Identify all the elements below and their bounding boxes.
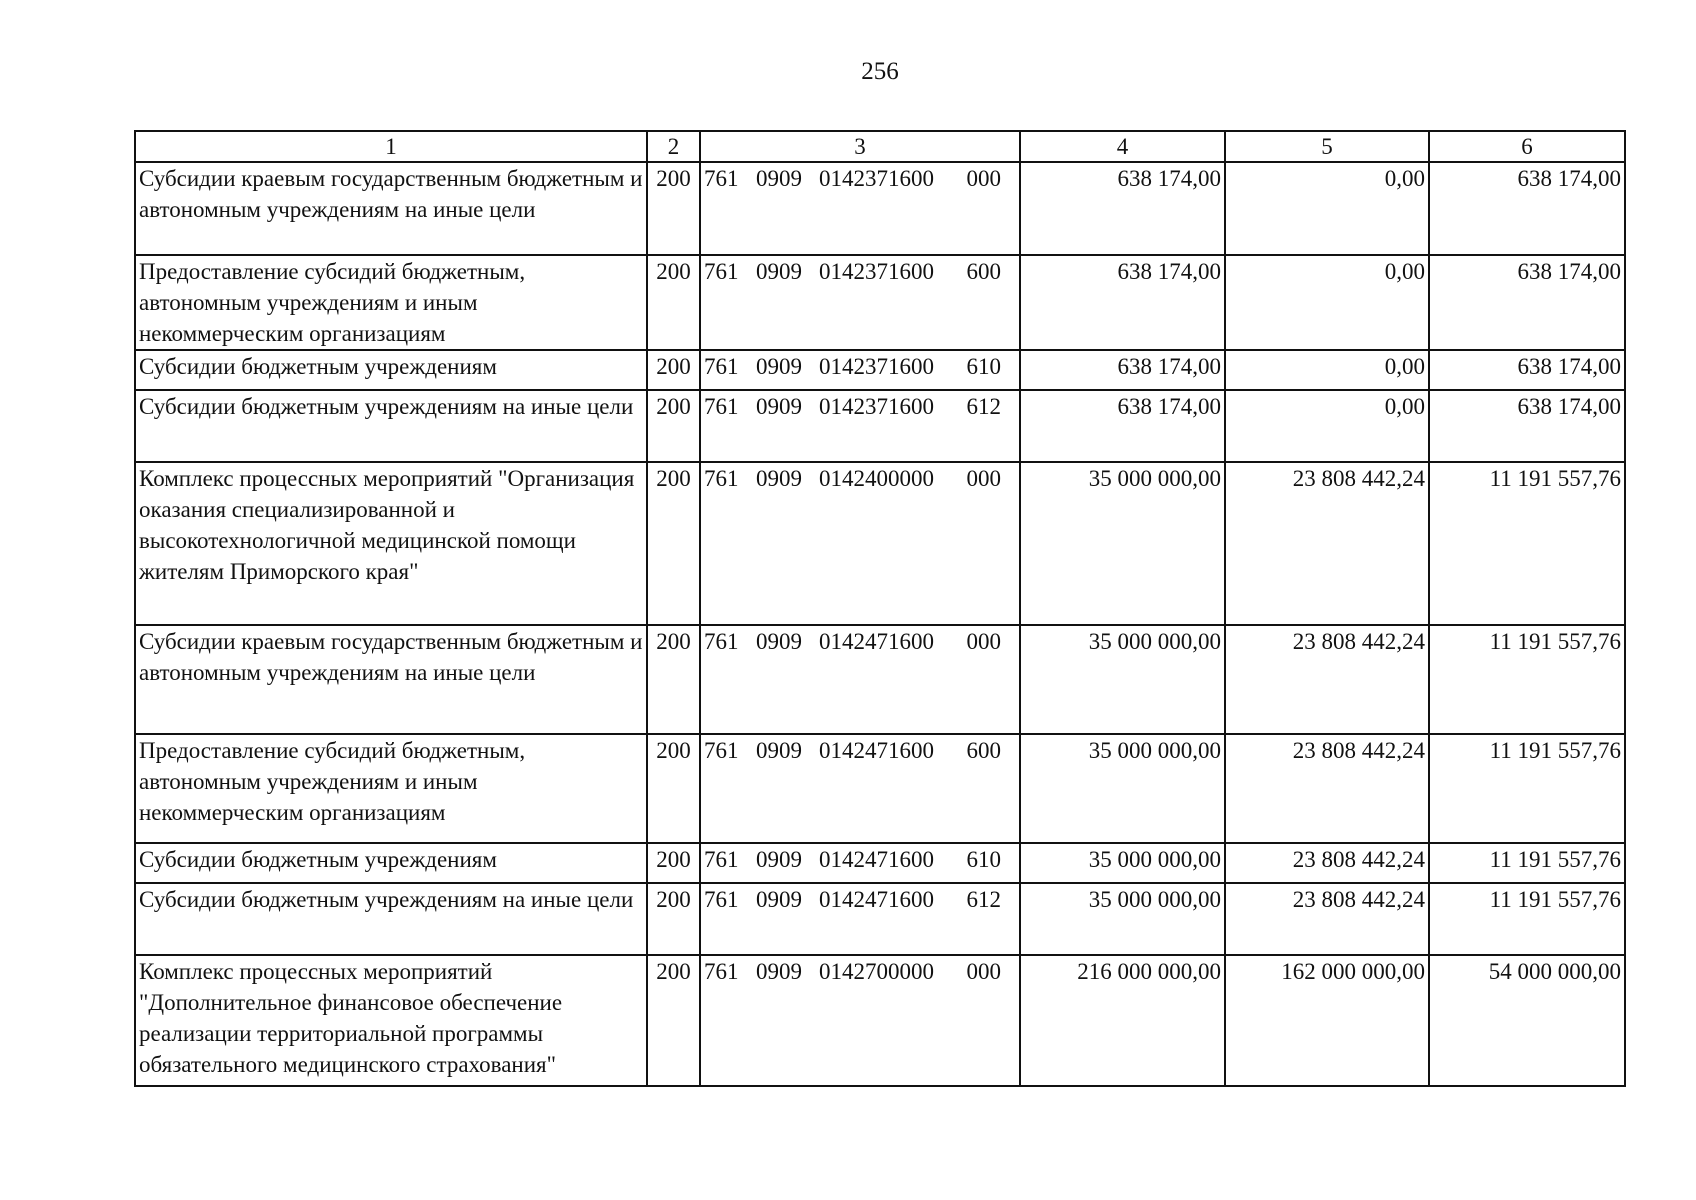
row-code-200: 200	[647, 883, 700, 955]
table-body	[135, 162, 1625, 1086]
code-target: 0142371600	[819, 259, 934, 284]
row-approved: 638 174,00	[1020, 162, 1225, 255]
table-row	[135, 350, 1625, 390]
code-section: 0909	[756, 259, 802, 284]
row-unexecuted: 11 191 557,76	[1429, 843, 1625, 883]
code-admin: 761	[704, 847, 739, 872]
row-name: Субсидии краевым государственным бюджетным и автономным учреждениям на иные цели	[135, 625, 647, 734]
code-admin: 761	[704, 738, 739, 763]
page-number: 256	[861, 58, 899, 85]
row-name: Предоставление субсидий бюджетным, автономным учреждениям и иным некоммерческим организациям	[135, 734, 647, 843]
row-codes	[700, 843, 1020, 883]
code-target: 0142471600	[819, 629, 934, 654]
row-approved: 35 000 000,00	[1020, 462, 1225, 625]
row-executed: 0,00	[1225, 162, 1429, 255]
row-codes	[700, 162, 1020, 255]
row-unexecuted: 11 191 557,76	[1429, 734, 1625, 843]
row-approved: 638 174,00	[1020, 350, 1225, 390]
row-unexecuted: 638 174,00	[1429, 390, 1625, 462]
header-col-5: 5	[1225, 131, 1429, 162]
code-target: 0142471600	[819, 738, 934, 763]
row-code-200: 200	[647, 390, 700, 462]
row-approved: 35 000 000,00	[1020, 883, 1225, 955]
row-name: Субсидии краевым государственным бюджетным и автономным учреждениям на иные цели	[135, 162, 647, 255]
row-codes	[700, 350, 1020, 390]
code-target: 0142700000	[819, 959, 934, 984]
row-code-200: 200	[647, 162, 700, 255]
table-row	[135, 843, 1625, 883]
code-type: 612	[966, 394, 1001, 419]
code-section: 0909	[756, 394, 802, 419]
row-code-200: 200	[647, 843, 700, 883]
table-row	[135, 955, 1625, 1086]
table-row	[135, 390, 1625, 462]
row-code-200: 200	[647, 350, 700, 390]
code-type: 610	[966, 354, 1001, 379]
row-name: Комплекс процессных мероприятий "Организация оказания специализированной и высокотехнологичной медицинской помощи жителям Приморского края"	[135, 462, 647, 625]
table-row	[135, 625, 1625, 734]
row-approved: 35 000 000,00	[1020, 734, 1225, 843]
row-unexecuted: 11 191 557,76	[1429, 883, 1625, 955]
row-codes	[700, 255, 1020, 350]
row-name: Субсидии бюджетным учреждениям	[135, 843, 647, 883]
row-unexecuted: 54 000 000,00	[1429, 955, 1625, 1086]
code-admin: 761	[704, 466, 739, 491]
code-admin: 761	[704, 887, 739, 912]
row-approved: 35 000 000,00	[1020, 625, 1225, 734]
row-codes	[700, 462, 1020, 625]
header-col-6: 6	[1429, 131, 1625, 162]
row-unexecuted: 638 174,00	[1429, 255, 1625, 350]
code-type: 610	[966, 847, 1001, 872]
code-section: 0909	[756, 847, 802, 872]
row-executed: 23 808 442,24	[1225, 625, 1429, 734]
table-row	[135, 162, 1625, 255]
row-name: Предоставление субсидий бюджетным, автономным учреждениям и иным некоммерческим организациям	[135, 255, 647, 350]
code-admin: 761	[704, 259, 739, 284]
budget-table	[134, 130, 1626, 1087]
code-type: 000	[966, 959, 1001, 984]
row-codes	[700, 883, 1020, 955]
code-admin: 761	[704, 354, 739, 379]
code-admin: 761	[704, 629, 739, 654]
row-executed: 0,00	[1225, 255, 1429, 350]
code-section: 0909	[756, 959, 802, 984]
code-type: 000	[966, 166, 1001, 191]
row-executed: 23 808 442,24	[1225, 734, 1429, 843]
row-code-200: 200	[647, 462, 700, 625]
code-type: 000	[966, 629, 1001, 654]
row-executed: 23 808 442,24	[1225, 883, 1429, 955]
table-row	[135, 883, 1625, 955]
table-row	[135, 255, 1625, 350]
code-admin: 761	[704, 959, 739, 984]
row-unexecuted: 638 174,00	[1429, 162, 1625, 255]
code-target: 0142371600	[819, 354, 934, 379]
code-type: 000	[966, 466, 1001, 491]
code-target: 0142371600	[819, 394, 934, 419]
code-target: 0142371600	[819, 166, 934, 191]
code-target: 0142471600	[819, 847, 934, 872]
row-code-200: 200	[647, 625, 700, 734]
row-executed: 0,00	[1225, 390, 1429, 462]
row-unexecuted: 638 174,00	[1429, 350, 1625, 390]
row-approved: 638 174,00	[1020, 390, 1225, 462]
code-section: 0909	[756, 354, 802, 379]
row-name: Комплекс процессных мероприятий "Дополнительное финансовое обеспечение реализации территориальной программы обязательного медицинского страхования"	[135, 955, 647, 1086]
header-col-1: 1	[135, 131, 647, 162]
row-codes	[700, 955, 1020, 1086]
code-admin: 761	[704, 166, 739, 191]
code-section: 0909	[756, 629, 802, 654]
row-code-200: 200	[647, 734, 700, 843]
table-row	[135, 734, 1625, 843]
code-type: 600	[966, 259, 1001, 284]
code-target: 0142471600	[819, 887, 934, 912]
code-section: 0909	[756, 466, 802, 491]
row-codes	[700, 625, 1020, 734]
row-executed: 23 808 442,24	[1225, 843, 1429, 883]
row-executed: 0,00	[1225, 350, 1429, 390]
header-col-2: 2	[647, 131, 700, 162]
row-executed: 23 808 442,24	[1225, 462, 1429, 625]
header-row	[135, 131, 1625, 162]
code-section: 0909	[756, 887, 802, 912]
row-approved: 638 174,00	[1020, 255, 1225, 350]
header-col-3: 3	[700, 131, 1020, 162]
code-admin: 761	[704, 394, 739, 419]
code-type: 612	[966, 887, 1001, 912]
row-name: Субсидии бюджетным учреждениям	[135, 350, 647, 390]
row-codes	[700, 390, 1020, 462]
row-name: Субсидии бюджетным учреждениям на иные цели	[135, 883, 647, 955]
table-header	[135, 131, 1625, 162]
row-code-200: 200	[647, 255, 700, 350]
row-code-200: 200	[647, 955, 700, 1086]
row-executed: 162 000 000,00	[1225, 955, 1429, 1086]
code-section: 0909	[756, 738, 802, 763]
table-row	[135, 462, 1625, 625]
code-section: 0909	[756, 166, 802, 191]
code-target: 0142400000	[819, 466, 934, 491]
header-col-4: 4	[1020, 131, 1225, 162]
row-codes	[700, 734, 1020, 843]
row-name: Субсидии бюджетным учреждениям на иные цели	[135, 390, 647, 462]
row-unexecuted: 11 191 557,76	[1429, 625, 1625, 734]
row-approved: 216 000 000,00	[1020, 955, 1225, 1086]
row-unexecuted: 11 191 557,76	[1429, 462, 1625, 625]
row-approved: 35 000 000,00	[1020, 843, 1225, 883]
code-type: 600	[966, 738, 1001, 763]
